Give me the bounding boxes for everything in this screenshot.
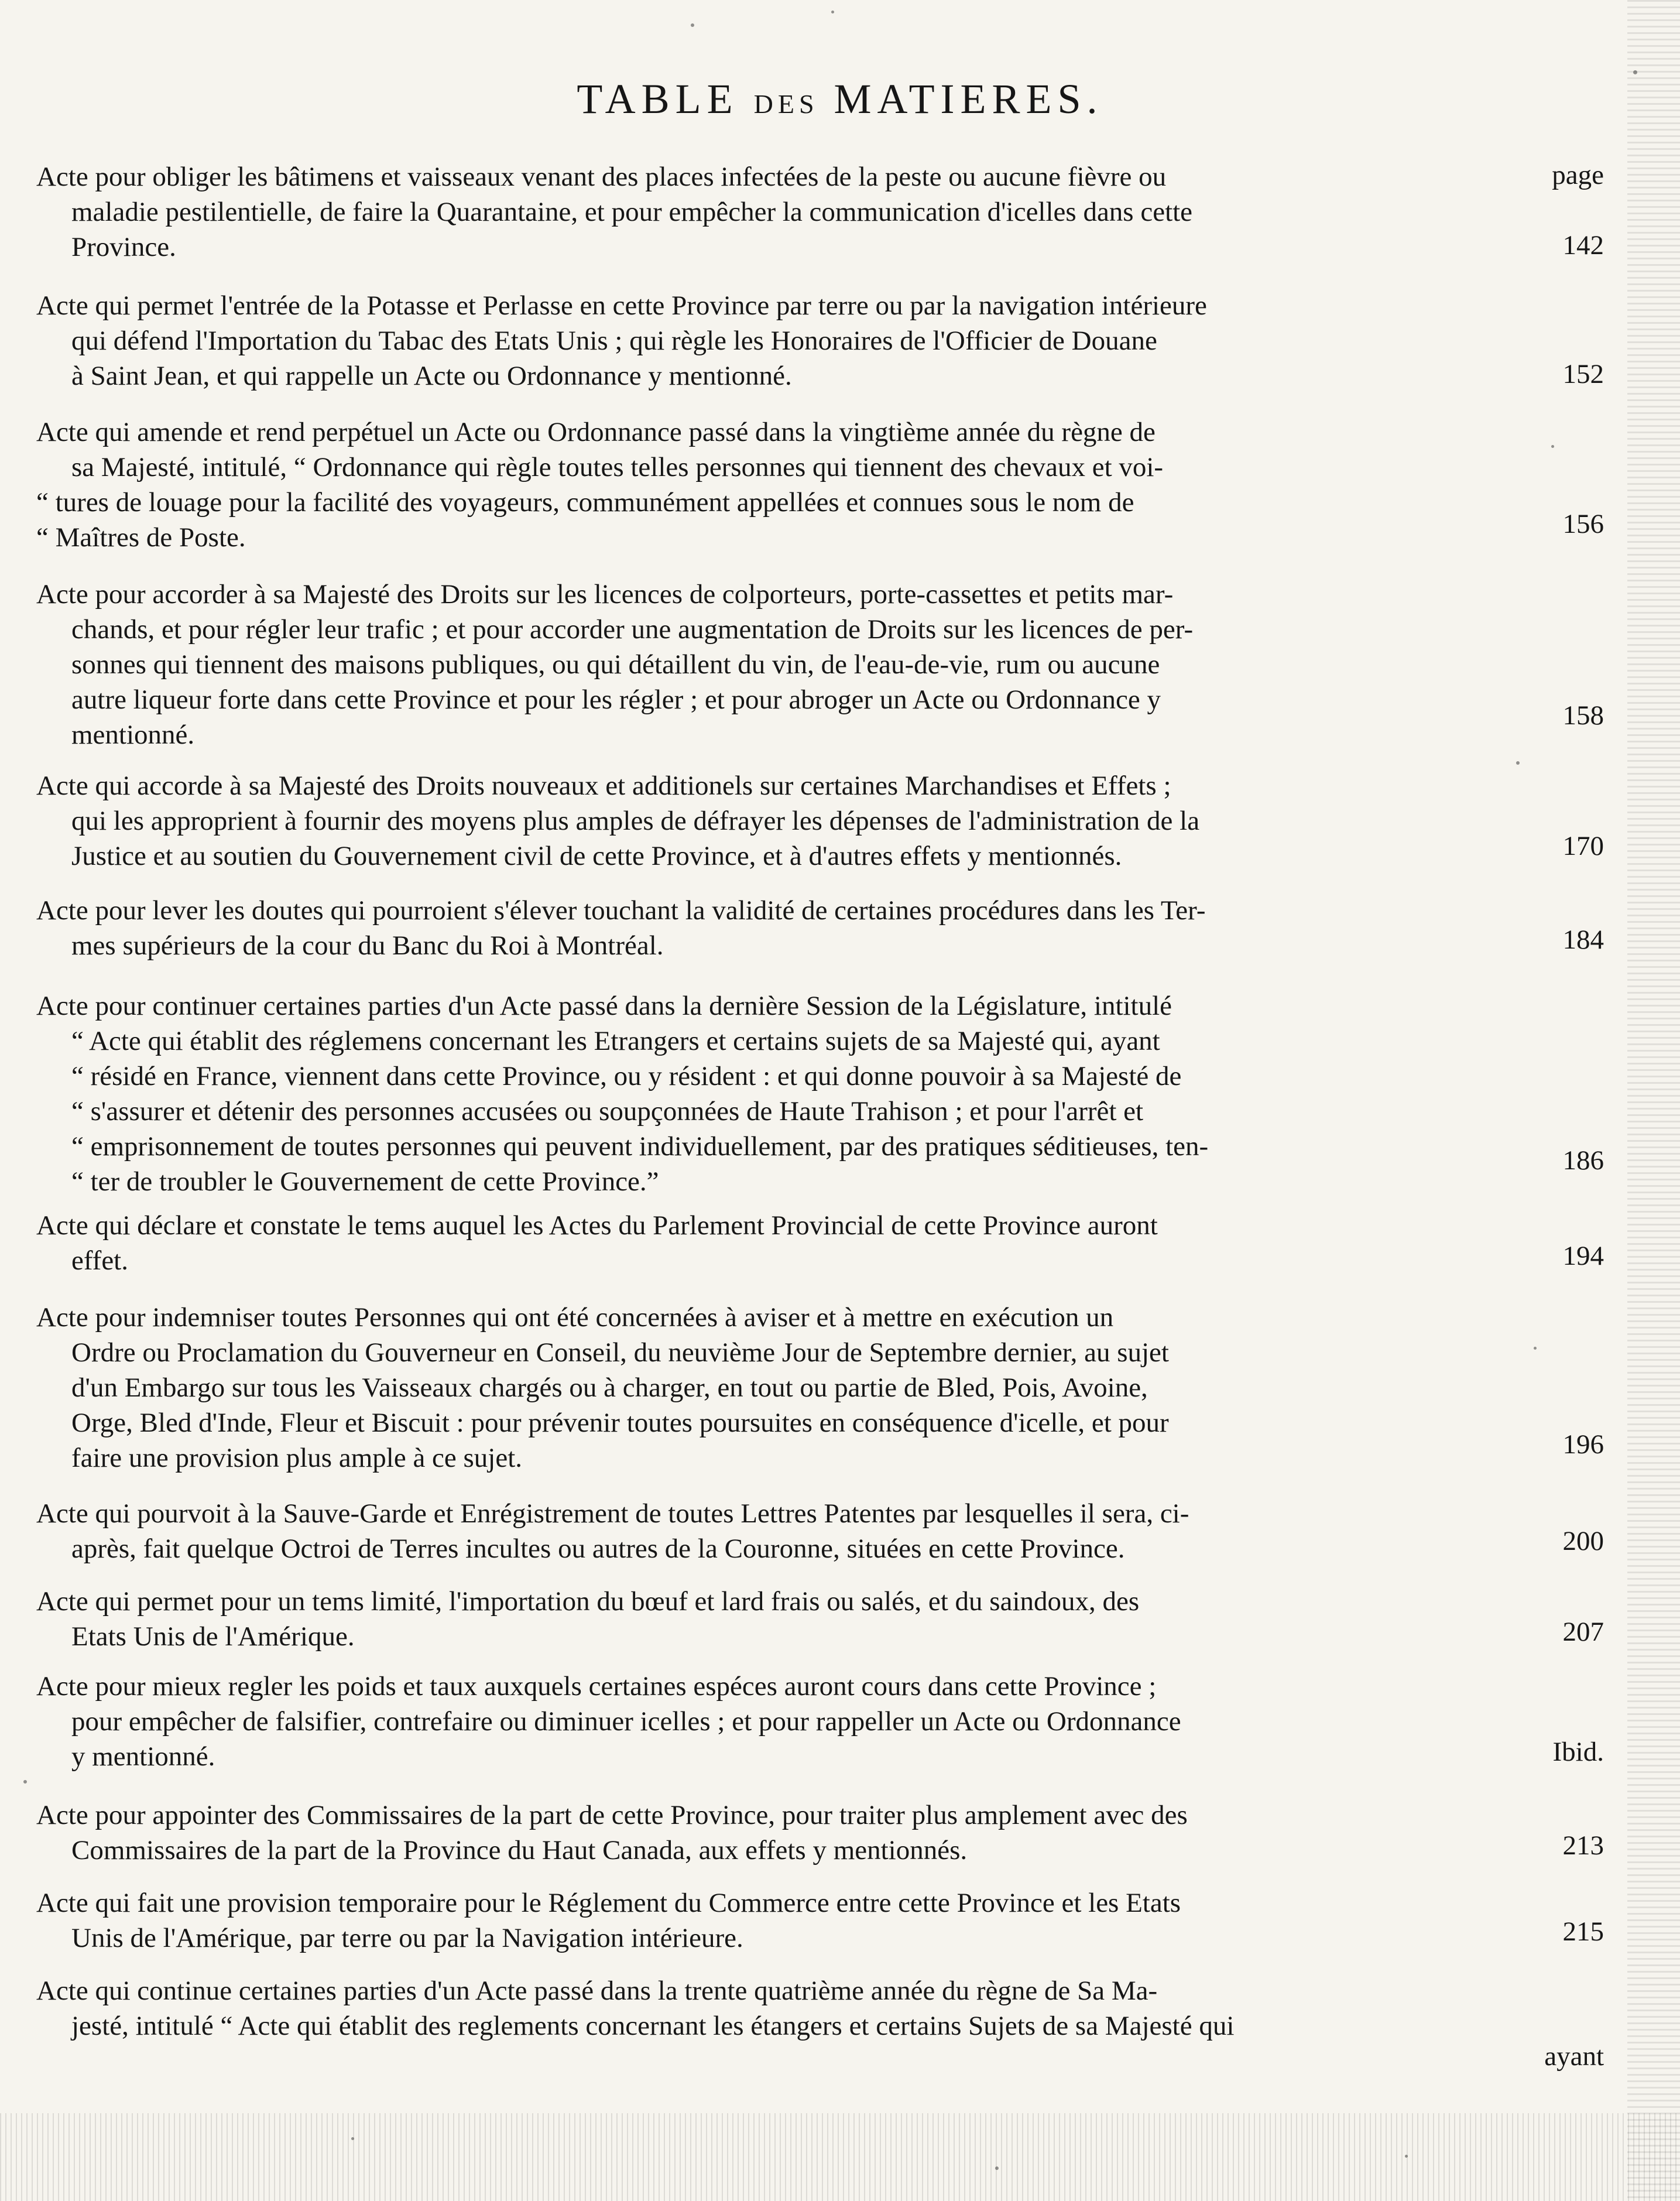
entry-line: Commissaires de la part de la Province du Haut Canada, aux effets y mentionnés. [71,1835,968,1865]
entry-line: qui défend l'Importation du Tabac des Etats Unis ; qui règle les Honoraires de l'Officier de Douane [71,326,1157,356]
page-number: 196 [1562,1429,1604,1460]
page-number: 158 [1562,700,1604,731]
entry-line: “ résidé en France, viennent dans cette Province, ou y résident : et qui donne pouvoir à sa Majesté de [71,1061,1182,1091]
toc-entry [36,1300,1488,1476]
catchword: ayant [1544,2041,1604,2072]
page-number: 194 [1562,1241,1604,1271]
entry-line: après, fait quelque Octroi de Terres incultes ou autres de la Couronne, situées en cette Province. [71,1533,1125,1564]
scan-speck [1633,70,1637,74]
scan-speck [1534,1347,1537,1350]
entry-line: Acte pour obliger les bâtimens et vaisseaux venant des places infectées de la peste ou aucune fièvre ou [36,162,1167,192]
entry-line: sa Majesté, intitulé, “ Ordonnance qui règle toutes telles personnes qui tiennent des chevaux et voi- [71,452,1164,482]
page-title [0,75,1680,124]
toc-entry [36,1798,1488,1868]
page-number: 207 [1562,1617,1604,1647]
entry-line: Province. [71,232,176,262]
entry-line: Acte qui amende et rend perpétuel un Acte ou Ordonnance passé dans la vingtième année du règne de [36,417,1156,447]
entry-line: Acte qui pourvoit à la Sauve-Garde et Enrégistrement de toutes Lettres Patentes par lesquelles il sera, ci- [36,1498,1189,1529]
toc-entry [36,1584,1488,1654]
entry-line: y mentionné. [71,1741,215,1772]
entry-line: Acte pour appointer des Commissaires de la part de cette Province, pour traiter plus amplement avec des [36,1800,1188,1830]
entry-line: autre liqueur forte dans cette Province et pour les régler ; et pour abroger un Acte ou Ordonnance y [71,684,1161,715]
toc-entry [36,159,1488,265]
title-word-table: TABLE [577,76,739,122]
scan-speck [1405,2155,1408,2158]
entry-line: “ s'assurer et détenir des personnes accusées ou soupçonnées de Haute Trahison ; et pour l'arrêt et [71,1096,1144,1127]
entry-line: “ ter de troubler le Gouvernement de cette Province.” [71,1166,659,1197]
entry-line: à Saint Jean, et qui rappelle un Acte ou Ordonnance y mentionné. [71,361,792,391]
entry-line: Acte qui permet l'entrée de la Potasse et Perlasse en cette Province par terre ou par la navigation intérieure [36,290,1207,321]
page-number: 152 [1562,359,1604,389]
toc-entry [36,893,1488,963]
entry-line: “ emprisonnement de toutes personnes qui peuvent individuellement, par des pratiques séditieuses, ten- [71,1131,1209,1162]
entry-line: Acte pour lever les doutes qui pourroient s'élever touchant la validité de certaines procédures dans les Ter- [36,895,1206,926]
entry-line: Acte qui accorde à sa Majesté des Droits nouveaux et additionels sur certaines Marchandises et Effets ; [36,771,1171,801]
scan-speck [831,11,834,13]
scan-speck [351,2137,354,2140]
entry-line: sonnes qui tiennent des maisons publiques, ou qui détaillent du vin, de l'eau-de-vie, rum ou aucune [71,649,1160,680]
toc-entry [36,1496,1488,1566]
entry-line: Acte pour indemniser toutes Personnes qui ont été concernées à aviser et à mettre en exécution un [36,1302,1114,1333]
page-number: Ibid. [1552,1737,1604,1767]
entry-line: Acte pour continuer certaines parties d'un Acte passé dans la dernière Session de la Législature, intitulé [36,991,1172,1021]
page-number: 200 [1562,1526,1604,1556]
entry-line: Ordre ou Proclamation du Gouverneur en Conseil, du neuvième Jour de Septembre dernier, au sujet [71,1337,1169,1368]
page-label: page [1552,160,1604,190]
toc-entry [36,415,1488,555]
entry-line: jesté, intitulé “ Acte qui établit des reglements concernant les étangers et certains Sujets de sa Majesté qui [71,2011,1235,2041]
entry-line: Acte qui déclare et constate le tems auquel les Actes du Parlement Provincial de cette Province auront [36,1210,1158,1241]
entry-line: Orge, Bled d'Inde, Fleur et Biscuit : pour prévenir toutes poursuites en conséquence d'icelle, et pour [71,1408,1169,1438]
title-word-des: DES [753,89,819,119]
entry-line: faire une provision plus ample à ce sujet. [71,1443,523,1473]
scan-noise-right [1627,0,1680,2201]
scan-noise-bottom [0,2113,1680,2201]
entry-line: mes supérieurs de la cour du Banc du Roi à Montréal. [71,930,664,961]
entry-line: “ tures de louage pour la facilité des voyageurs, communément appellées et connues sous le nom de [36,487,1134,518]
toc-entry [36,1208,1488,1278]
entry-line: chands, et pour régler leur trafic ; et pour accorder une augmentation de Droits sur les licences de per- [71,614,1194,645]
entry-line: qui les approprient à fournir des moyens plus amples de défrayer les dépenses de l'administration de la [71,806,1200,836]
scan-speck [1516,761,1520,765]
scan-speck [1551,445,1554,448]
page-number: 142 [1562,230,1604,261]
entry-line: pour empêcher de falsifier, contrefaire ou diminuer icelles ; et pour rappeller un Acte ou Ordonnance [71,1706,1181,1737]
entry-line: Etats Unis de l'Amérique. [71,1621,355,1652]
entry-line: Acte pour mieux regler les poids et taux auxquels certaines espéces auront cours dans cette Province ; [36,1671,1157,1702]
entry-line: “ Maîtres de Poste. [36,522,246,553]
entry-line: d'un Embargo sur tous les Vaisseaux chargés ou à charger, en tout ou partie de Bled, Pois, Avoine, [71,1372,1148,1403]
page-number: 213 [1562,1830,1604,1861]
page-number: 170 [1562,831,1604,861]
entry-line: Justice et au soutien du Gouvernement civil de cette Province, et à d'autres effets y mentionnés. [71,841,1122,871]
entry-line: mentionné. [71,720,195,750]
entry-line: Acte qui permet pour un tems limité, l'importation du bœuf et lard frais ou salés, et du saindoux, des [36,1586,1140,1617]
entry-line: Acte qui fait une provision temporaire pour le Réglement du Commerce entre cette Province et les Etats [36,1888,1181,1918]
toc-entry [36,988,1488,1199]
page-number: 215 [1562,1916,1604,1947]
scan-speck [23,1780,27,1784]
entry-line: Acte qui continue certaines parties d'un Acte passé dans la trente quatrième année du règne de Sa Ma- [36,1976,1158,2006]
toc-entry [36,1973,1488,2043]
page-number: 156 [1562,509,1604,539]
page-number: 184 [1562,925,1604,955]
page-number: 186 [1562,1145,1604,1176]
title-word-matieres: MATIERES. [834,76,1103,122]
entry-line: maladie pestilentielle, de faire la Quarantaine, et pour empêcher la communication d'icelles dans cette [71,197,1193,227]
toc-entry [36,768,1488,874]
entry-line: Acte pour accorder à sa Majesté des Droits sur les licences de colporteurs, porte-cassettes et petits mar- [36,579,1174,610]
toc-entry [36,288,1488,393]
scan-speck [691,23,694,27]
entry-line: effet. [71,1245,128,1276]
toc-entry [36,1669,1488,1774]
toc-entry [36,1885,1488,1956]
entry-line: “ Acte qui établit des réglemens concernant les Etrangers et certains sujets de sa Majesté qui, ayant [71,1026,1160,1056]
toc-entry [36,577,1488,752]
entry-line: Unis de l'Amérique, par terre ou par la Navigation intérieure. [71,1923,743,1953]
scan-speck [995,2166,999,2170]
